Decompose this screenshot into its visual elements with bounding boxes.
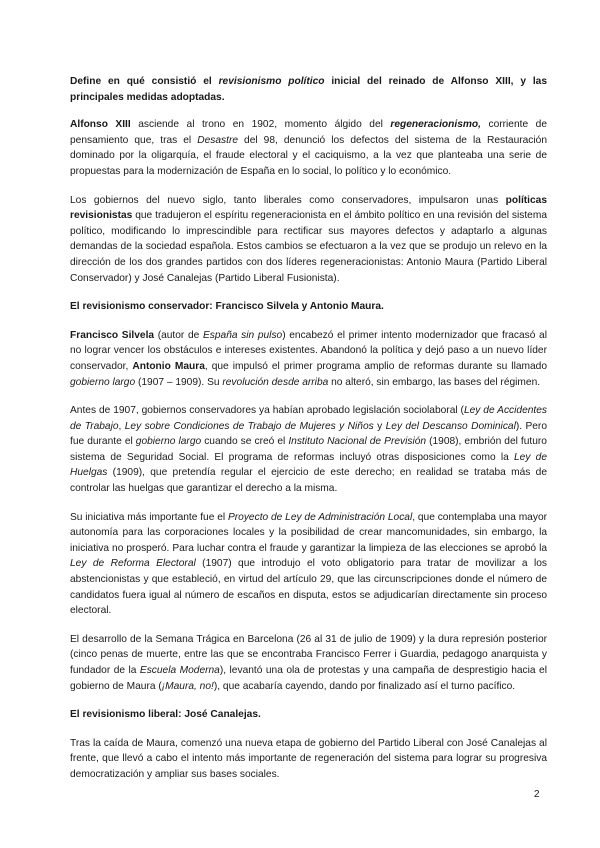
section-heading-conservador: El revisionismo conservador: Francisco Silvela y Antonio Maura.	[70, 301, 384, 313]
question-prompt: Define en qué consistió el revisionismo político inicial del reinado de Alfonso XIII, y las principales medidas adoptadas.	[70, 76, 548, 103]
paragraph-canalejas: Tras la caída de Maura, comenzó una nueva etapa de gobierno del Partido Liberal con José Canalejas al frente, que llevó a cabo el intento más importante de regeneración del sistema para lograr su progresiva democratización y ampliar sus bases sociales.	[70, 737, 547, 780]
page-body	[70, 74, 547, 796]
page-number: 2	[534, 789, 540, 800]
paragraph-administracion-local: Su iniciativa más importante fue el Proyecto de Ley de Administración Local, que contemplaba una mayor autonomía para las corporaciones locales y la posibilidad de crear mancomunidades, sin embargo, la iniciativa no prosperó. Para luchar contra el fraude y garantizar la limpieza de las elecciones se aprobó la Ley de Reforma Electoral (1907) que introdujo el voto obligatorio para tratar de movilizar a los abstencionistas y que estableció, en virtud del artículo 29, que las circunscripciones donde el número de candidatos fuera igual al número de escaños en disputa, estos se adjudicarían directamente sin proceso electoral.	[70, 511, 548, 617]
paragraph-semana-tragica: El desarrollo de la Semana Trágica en Barcelona (26 al 31 de julio de 1909) y la dura represión posterior (cinco penas de muerte, entre las que se encontraba Francisco Ferrer i Guardia, pedagogo anarquista y fundador de la Escuela Moderna), levantó una ola de protestas y una campaña de desprestigio hacia el gobierno de Maura (¡Maura, no!), que acabaría cayendo, dando por finalizado así el turno pacífico.	[70, 633, 547, 692]
section-heading-liberal: El revisionismo liberal: José Canalejas.	[70, 709, 261, 721]
paragraph-silvela-maura: Francisco Silvela (autor de España sin pulso) encabezó el primer intento modernizador que fracasó al no lograr vencer los obstáculos e intereses existentes. Abandonó la política y dejó paso a un nuevo líder conservador, Antonio Maura, que impulsó el primer programa amplio de reformas durante su llamado gobierno largo (1907 – 1909). Su revolución desde arriba no alteró, sin embargo, las bases del régimen.	[70, 329, 547, 388]
paragraph-legislacion-sociolaboral: Antes de 1907, gobiernos conservadores ya habían aprobado legislación sociolaboral (Ley de Accidentes de Trabajo, Ley sobre Condiciones de Trabajo de Mujeres y Niños y Ley del Descanso Dominical). Pero fue durante el gobierno largo cuando se creó el Instituto Nacional de Previsión (1908), embrión del futuro sistema de Seguridad Social. El programa de reformas incluyó otras disposiciones como la Ley de Huelgas (1909), que pretendía regular el ejercicio de este derecho; en realidad se trataba más de controlar las huelgas que garantizar el derecho a la misma.	[70, 405, 548, 495]
paragraph-politicas-revisionistas: Los gobiernos del nuevo siglo, tanto liberales como conservadores, impulsaron unas políticas revisionistas que tradujeron el espíritu regeneracionista en el ámbito político en una revisión del sistema político, modificando lo imprescindible para rectificar sus mayores defectos y adaptarlo a algunas demandas de la sociedad española. Estos cambios se efectuaron a la vez que se produjo un relevo en la dirección de los dos grandes partidos con dos líderes regeneracionistas: Antonio Maura (Partido Liberal Conservador) y José Canalejas (Partido Liberal Fusionista).	[70, 194, 547, 284]
paragraph-regeneracionismo: Alfonso XIII asciende al trono en 1902, momento álgido del regeneracionismo, corriente de pensamiento que, tras el Desastre del 98, denunció los defectos del sistema de la Restauración dominado por la oligarquía, el fraude electoral y el caciquismo, a la vez que planteaba una serie de propuestas para la modernización de España en lo social, lo político y lo económico.	[70, 119, 547, 177]
